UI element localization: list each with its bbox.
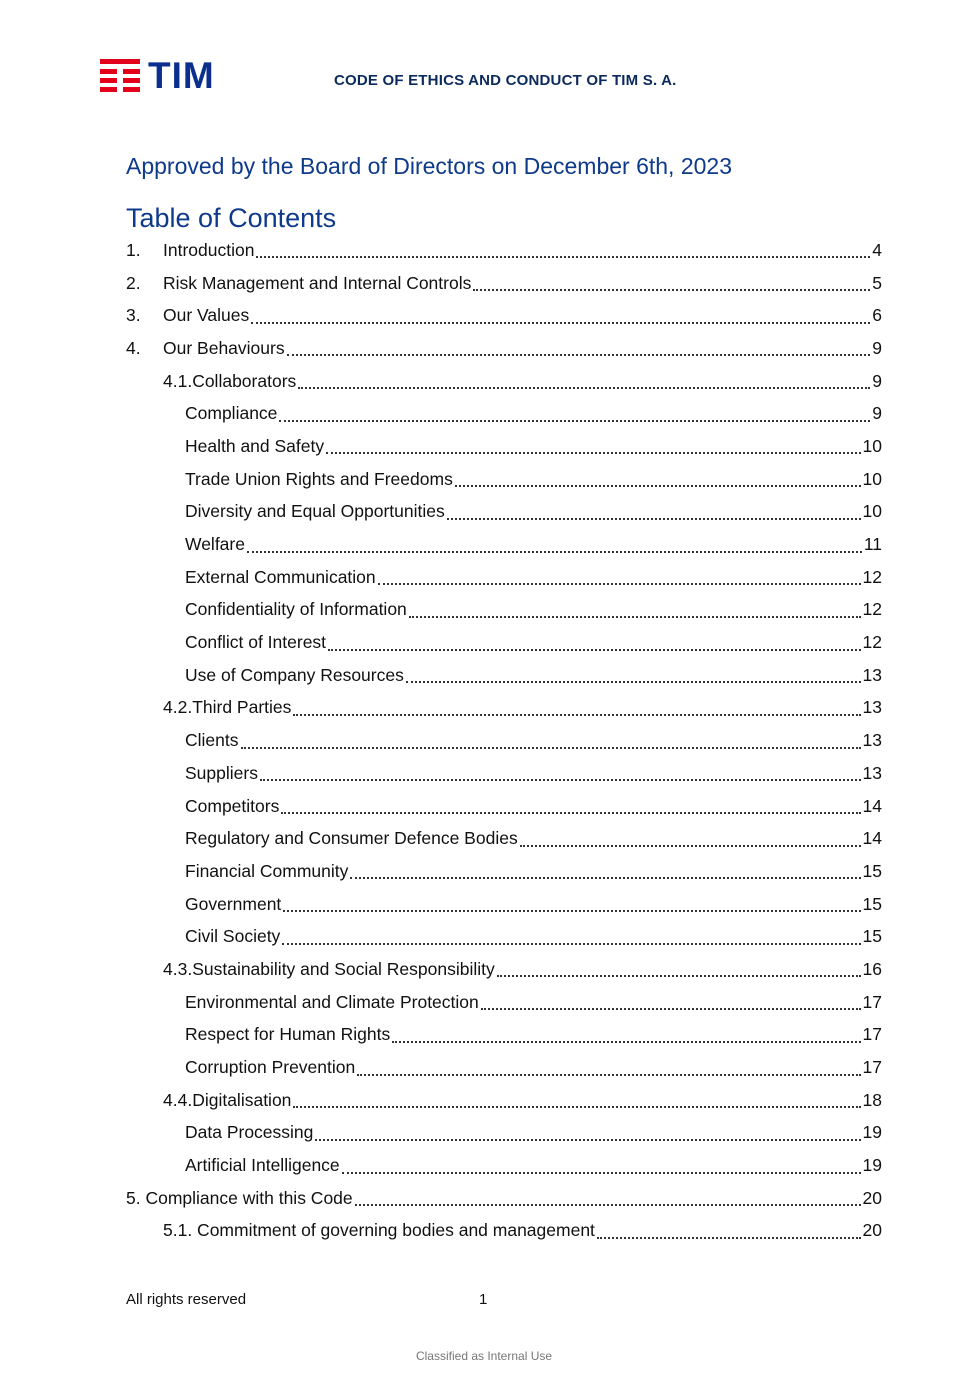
toc-entry[interactable] [126,496,882,529]
toc-leader-dots [241,747,861,749]
toc-entry-label: Clients [185,730,239,751]
toc-leader-dots [298,387,870,389]
toc-heading: Table of Contents [126,203,337,233]
toc-entry[interactable] [126,1182,882,1215]
toc-entry-page: 13 [862,762,882,783]
toc-entry-page: 11 [863,534,882,555]
toc-entry[interactable] [126,659,882,692]
toc-leader-dots [357,1074,860,1076]
toc-leader-dots [251,322,870,324]
toc-leader-dots [497,975,861,977]
toc-entry-label: Data Processing [185,1122,314,1143]
toc-leader-dots [392,1041,860,1043]
classification-label: Classified as Internal Use [415,1349,553,1363]
toc-entry-page: 16 [862,958,882,979]
toc-entry-label: Regulatory and Consumer Defence Bodies [185,828,518,849]
toc-entry-page: 15 [862,893,882,914]
toc-leader-dots [281,812,860,814]
toc-entry-label: Government [185,893,282,914]
toc-entry[interactable] [126,1149,882,1182]
toc-entry[interactable] [126,397,882,430]
toc-entry[interactable] [126,365,882,398]
toc-entry-page: 15 [862,926,882,947]
toc-entry-label: 4.4.Digitalisation [163,1089,292,1110]
toc-leader-dots [520,845,861,847]
toc-entry[interactable] [126,626,882,659]
toc-entry-page: 4 [872,239,882,260]
toc-entry-label: Suppliers [185,762,258,783]
toc-entry-label: Civil Society [185,926,281,947]
toc-entry-page: 13 [862,664,882,685]
toc-leader-dots [315,1139,860,1141]
toc-entry-page: 17 [862,1024,882,1045]
toc-entry[interactable] [126,986,882,1019]
document-header-title: CODE OF ETHICS AND CONDUCT OF TIM S. A. [334,72,677,89]
toc-entry[interactable] [126,757,882,790]
toc-entry-label: Our Values [163,305,250,326]
toc-leader-dots [447,518,861,520]
toc-entry-label: Respect for Human Rights [185,1024,391,1045]
toc-entry-page: 20 [862,1187,882,1208]
toc-leader-dots [481,1008,861,1010]
toc-entry[interactable] [126,692,882,725]
toc-leader-dots [287,354,871,356]
toc-leader-dots [256,256,870,258]
tim-logo-bars-icon [100,58,140,94]
toc-entry-label: Competitors [185,795,280,816]
toc-entry-page: 19 [862,1155,882,1176]
toc-entry-page: 10 [862,501,882,522]
toc-entry[interactable] [126,528,882,561]
toc-entry-label: Trade Union Rights and Freedoms [185,468,453,489]
toc-entry[interactable] [126,299,882,332]
toc-entry[interactable] [126,953,882,986]
toc-leader-dots [283,910,860,912]
toc-leader-dots [406,681,861,683]
toc-entry-page: 5 [872,272,882,293]
toc-entry-label: Artificial Intelligence [185,1155,340,1176]
toc-entry[interactable] [126,822,882,855]
toc-entry[interactable] [126,1117,882,1150]
toc-entry[interactable] [126,332,882,365]
toc-entry-label: 4.2.Third Parties [163,697,292,718]
approval-statement: Approved by the Board of Directors on December 6th, 2023 [126,153,733,179]
toc-leader-dots [293,1106,860,1108]
toc-entry[interactable] [126,1084,882,1117]
footer-rights: All rights reserved [126,1291,247,1308]
toc-leader-dots [326,452,860,454]
toc-entry[interactable] [126,1051,882,1084]
toc-entry-label: Diversity and Equal Opportunities [185,501,445,522]
toc-entry-page: 10 [862,468,882,489]
toc-leader-dots [247,551,862,553]
toc-entry[interactable] [126,463,882,496]
toc-entry-page: 14 [862,795,882,816]
toc-entry[interactable] [126,1019,882,1052]
toc-entry-label: 4.1.Collaborators [163,370,297,391]
toc-entry-number: 1. [126,239,141,260]
toc-entry-page: 13 [862,730,882,751]
toc-entry-number: 2. [126,272,141,293]
toc-leader-dots [293,714,860,716]
table-of-contents [126,234,882,1247]
toc-entry-label: Health and Safety [185,435,325,456]
toc-leader-dots [350,877,860,879]
toc-entry[interactable] [126,267,882,300]
toc-entry-page: 17 [862,991,882,1012]
toc-entry-label: 4.3.Sustainability and Social Responsibility [163,958,495,979]
toc-entry-number: 4. [126,337,141,358]
toc-entry-page: 17 [862,1057,882,1078]
toc-entry-page: 12 [862,566,882,587]
toc-leader-dots [328,649,860,651]
toc-entry-page: 20 [862,1220,882,1241]
toc-entry-page: 14 [862,828,882,849]
toc-entry-label: Compliance [185,403,278,424]
toc-entry-label: Risk Management and Internal Controls [163,272,472,293]
toc-entry-label: Financial Community [185,860,349,881]
toc-leader-dots [282,943,860,945]
toc-entry[interactable] [126,724,882,757]
toc-entry-page: 9 [872,370,882,391]
toc-leader-dots [597,1237,861,1239]
footer-page-number: 1 [479,1291,488,1308]
toc-entry-label: Corruption Prevention [185,1057,356,1078]
toc-entry-label: 5. Compliance with this Code [126,1187,353,1208]
toc-entry-label: Conflict of Interest [185,632,327,653]
toc-entry-page: 12 [862,599,882,620]
toc-entry-label: 5.1. Commitment of governing bodies and management [163,1220,595,1241]
tim-logo-text: TIM [148,55,215,96]
toc-leader-dots [342,1172,861,1174]
toc-entry-page: 9 [872,403,882,424]
toc-entry-page: 13 [862,697,882,718]
toc-entry-label: Use of Company Resources [185,664,404,685]
toc-entry-page: 18 [862,1089,882,1110]
toc-leader-dots [260,779,861,781]
toc-leader-dots [409,616,861,618]
toc-entry-page: 6 [872,305,882,326]
toc-entry-page: 10 [862,435,882,456]
toc-leader-dots [279,420,870,422]
toc-entry-number: 3. [126,305,141,326]
toc-leader-dots [455,485,861,487]
toc-entry[interactable] [126,888,882,921]
tim-logo [100,55,215,96]
toc-entry-label: Welfare [185,534,245,555]
toc-entry-page: 19 [862,1122,882,1143]
toc-entry[interactable] [126,855,882,888]
toc-entry[interactable] [126,561,882,594]
toc-entry-page: 12 [862,632,882,653]
toc-entry[interactable] [126,790,882,823]
toc-entry-label: External Communication [185,566,376,587]
toc-entry-page: 15 [862,860,882,881]
toc-entry[interactable] [126,594,882,627]
toc-entry-label: Introduction [163,239,255,260]
toc-entry-label: Confidentiality of Information [185,599,407,620]
toc-entry[interactable] [126,920,882,953]
toc-entry[interactable] [126,1215,882,1248]
toc-entry-page: 9 [872,337,882,358]
toc-entry-label: Our Behaviours [163,337,285,358]
toc-leader-dots [473,289,870,291]
toc-entry[interactable] [126,234,882,267]
toc-leader-dots [355,1204,861,1206]
toc-entry-label: Environmental and Climate Protection [185,991,479,1012]
toc-entry[interactable] [126,430,882,463]
toc-leader-dots [378,583,861,585]
